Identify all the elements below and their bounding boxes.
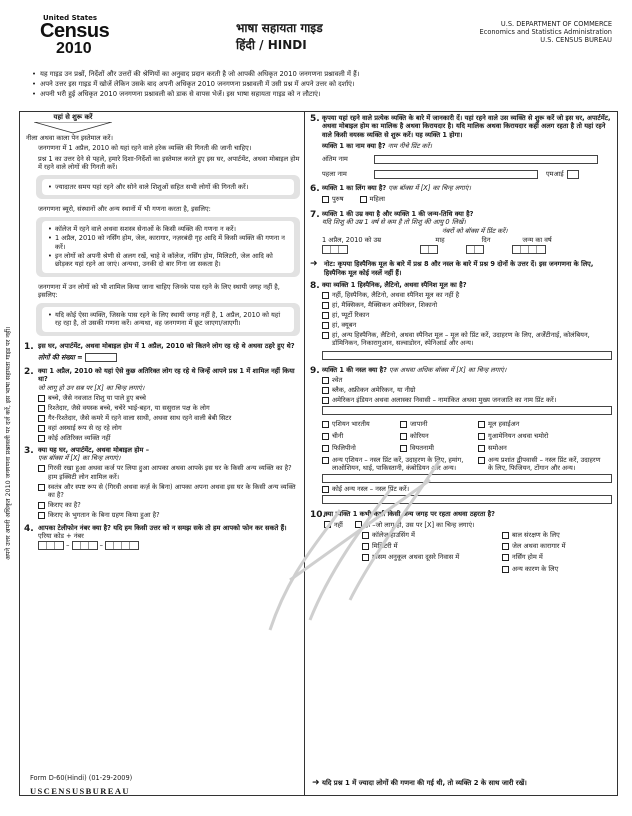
mi-field[interactable] xyxy=(567,170,579,179)
q10-option: कॉलेज हाउसिंग में xyxy=(372,530,415,539)
q8-checkbox[interactable] xyxy=(322,312,329,319)
q5-text: कृपया यहां रहने वाले प्रत्येक व्यक्ति के बारे में जानकारी दें। यहां रहने वाले उस व्यक्ति से शुरू करें जो इस घर, अपार्टमेंट, अथवा मोबाइल होम का मालिक है अथवा किरायदार है। यदि मालिक अथवा किरायदार कहीं अलग रहता है तो यहां रहने वाले किसी वयस्क व्यक्ति से शुरू करें। यह व्यक्ति 1 होगा। xyxy=(322,114,611,139)
q9-option: समोअन xyxy=(488,444,507,453)
q2-option: कोई अतिरिक्त व्यक्ति नहीं xyxy=(48,433,111,442)
dept-line2: Economics and Statistics Administration xyxy=(479,28,612,37)
q9-white: श्वेत xyxy=(332,376,343,385)
start-here-label: यहां से शुरू करें xyxy=(53,113,93,121)
column-divider xyxy=(304,111,305,796)
q10-option: बाल संरक्षण के लिए xyxy=(512,530,560,539)
continue-note-text: यदि प्रश्न 1 में ज्यादा लोगों की गणना की गई थी, तो व्यक्ति 2 के साथ जारी रखें। xyxy=(321,779,527,787)
note-8-9 xyxy=(310,260,616,277)
q10-options-grid xyxy=(362,529,616,575)
q9-option: चीनी xyxy=(332,432,344,440)
q8-option: नहीं, हिस्पैनिक, लैटिनो, अथवा स्पैनिश मूल का नहीं है xyxy=(332,291,460,300)
q3-checkbox[interactable] xyxy=(38,484,45,491)
bureau-item: • इन लोगों को अपनी श्रेणी से अलग रखें, चाहे वे कॉलेज, नर्सिंग होम, मिलिटरी, जेल आदि को छोड़कर यहां रहने आ जाएं। अन्यथा, उनकी दो बार गिना जा सकता है। xyxy=(48,252,288,269)
q9-option: वियतनामी xyxy=(410,444,434,453)
q3-option: किराए का है? xyxy=(48,501,81,510)
title-hindi: भाषा सहायता गाइड xyxy=(236,21,323,35)
q4-label: एरिया कोड + नंबर xyxy=(38,531,84,540)
bureau-box xyxy=(36,217,300,277)
first-name-label: पहला नाम xyxy=(322,170,347,179)
q2-option: बच्चे, जैसे नवजात शिशु या पाले हुए बच्चे xyxy=(48,393,146,402)
bureau-item: • कॉलेज में रहने वाले अथवा सशस्त्र सेनाओं के किसी व्यक्ति की गणना न करें। xyxy=(48,225,288,233)
children-note: • ज्यादातर समय यहां रहने और सोने वाले शिशुओं सहित सभी लोगों की गिनती करें। xyxy=(48,183,288,191)
q1-text: इस घर, अपार्टमेंट, अथवा मोबाइल होम में 1 अप्रैल, 2010 को कितने लोग रह रहे थे अथवा ठहरे हुए थे? xyxy=(38,341,295,350)
female-label: महिला xyxy=(369,195,385,204)
pen-note: नीला अथवा काला पेन इस्तेमाल करें। xyxy=(26,134,113,142)
census-2010-logo xyxy=(38,14,120,58)
question-3: 3. क्या यह घर, अपार्टमेंट, अथवा मोबाइल होम – एक बॉक्स में [X] का चिन्ह लगाएं। गिरवी रखा हुआ अथवा कर्ज पर लिया हुआ आपका अथवा आपके इस घर के किसी अन्य व्यक्ति का है? हाम इक्विटी लोन शामिल करें। स्वतंत्र और स्पष्ट रूप से (गिरवी अथवा कर्ज़ के बिना) आपका अपना अथवा इस घर के किसी अन्य व्यक्ति का है? किराए का है? किराए के भुगतान के बिना ग्रहण किया हुआ है? xyxy=(24,446,300,520)
q9-checkbox[interactable] xyxy=(322,445,329,452)
q3-checkbox[interactable] xyxy=(38,512,45,519)
q10-checkbox[interactable] xyxy=(502,566,509,573)
q2-option: गैर-रिश्तेदार, जैसे कमरे में रहने वाला साथी, अथवा साथ रहने वाली बेबी सिटर xyxy=(48,413,232,422)
q3-checkbox[interactable] xyxy=(38,502,45,509)
q9-checkbox[interactable] xyxy=(478,421,485,428)
q1-label: लोगों की संख्या = xyxy=(38,353,83,362)
year-field[interactable] xyxy=(512,245,546,254)
q8-option: हां, अन्य हिस्पैनिक, लैटिनो, अथवा स्पैनिश मूल – मूल को प्रिंट करें, उदाहरण के लिए, अर्जेंटीनाई, कोलंबियन, डॉमिनिकन, निकारागुआन, सल्वाडोरन, स्पेनिआर्ड और अन्य। xyxy=(332,330,590,348)
logo-year-text: 2010 xyxy=(56,40,92,57)
intro-item: • अपने उत्तर इस गाइड में खोजें लेकिन उसके बाद अपनी अधिकृत 2010 जनगणना प्रश्नावली में उसी प्रश्न में अपने उत्तर को दर्शाएं। xyxy=(32,80,608,89)
mi-label: एमआई xyxy=(546,170,564,179)
arrow-right-icon: ➜ xyxy=(310,259,318,270)
q9-checkbox[interactable] xyxy=(400,421,407,428)
question-10: 10. क्या व्यक्ति 1 कभी-कभी किसी अन्य जगह पर रहता अथवा ठहरता है? नहीं हां –जो लागू हो, उस पर [X] का चिन्ह लगाएं। कॉलेज हाउसिंग में बाल संरक्षण के लिए मिलिटरी में जेल अथवा कारागार में मौसम अनुकूल अथवा दूसरे निवास में नर्सिंग होम में अन्य कारण के लिए xyxy=(310,510,616,575)
q9-checkbox[interactable] xyxy=(478,433,485,440)
q2-checkbox[interactable] xyxy=(38,415,45,422)
first-name-field[interactable] xyxy=(374,170,538,179)
q10-checkbox[interactable] xyxy=(362,543,369,550)
q7-text: व्यक्ति 1 की उम्र क्या है और व्यक्ति 1 की जन्म-तिथि क्या है? xyxy=(322,209,474,218)
q9-some-other: कोई अन्य नस्ल – नस्ल प्रिंट करें। xyxy=(332,485,410,494)
note8-text: नोट: कृपया हिस्पैनिक मूल के बारे में प्रश्न 8 और नस्ल के बारे में प्रश्न 9 दोनों के उत्तर दें। इस जनगणना के लिए, हिस्पैनिक मूल कोई नस्लें नहीं हैं। xyxy=(324,260,594,277)
also-box xyxy=(36,303,300,336)
q9-checkbox[interactable] xyxy=(322,433,329,440)
q2-checkbox[interactable] xyxy=(38,425,45,432)
start-arrow-icon xyxy=(34,122,112,134)
title-language: हिंदी / HINDI xyxy=(236,37,307,52)
q9-checkbox[interactable] xyxy=(400,433,407,440)
q9-option: मूल हवाईअन xyxy=(488,419,520,428)
q2-checkbox[interactable] xyxy=(38,405,45,412)
q9-other-asian: अन्य एशियन – नस्ल प्रिंट करें, उदाहरण के लिए, हमांग, लाओशियन, थाई, पाकिस्तानी, कंबोडियन और अन्य। xyxy=(332,455,464,473)
question-8: 8. क्या व्यक्ति 1 हिस्पैनिक, लैटिनो, अथवा स्पैनिश मूल का है? नहीं, हिस्पैनिक, लैटिनो, अथवा स्पैनिश मूल का नहीं है हां, मैक्सिकन, मैक्सिकन अमेरिकन, शिकानो हां, प्यूर्टो रिकान हां, क्यूबन हां, अन्य हिस्पैनिक, लैटिनो, अथवा स्पैनिश मूल – मूल को प्रिंट करें, उदाहरण के लिए, अर्जेंटीनाई, कोलंबियन, डॉमिनिकन, निकारागुआन, सल्वाडोरन, स्पेनिआर्ड और अन्य। xyxy=(310,281,616,360)
question-9: 9. व्यक्ति 1 की नस्ल क्या है? एक अथवा अधिक बॉक्स में [X] का चिन्ह लगाएं। श्वेत ब्लैक, अफ्रीकन अमेरिकन, या नीग्रो अमेरिकन इंडियन अथवा अलास्का निवासी – नामांकित अथवा मुख्य जनजाति का नाम प्रिंट करें। एशियन भारतीय जापानी मूल हवाईअन चीनी कोरियन गुआमेनियन अथवा चमोरो फिलिपीनो वियतनामी समोअन अन्य एशियन – नस्ल प्रिंट करें, उदाहरण के लिए, हमांग, लाओशियन, थाई, पाकिस्तानी, कंबोडियन और अन्य। अन्य प्रशांत द्वीपवासी – नस्ल प्रिंट करें, उदाहरण के लिए, फिजियन, टोंगान और अन्य। कोई अन्य नस्ल – नस्ल प्रिंट करें। xyxy=(310,366,616,504)
q3-option: स्वतंत्र और स्पष्ट रूप से (गिरवी अथवा कर्ज़ के बिना) आपका अपना अथवा इस घर के किसी अन्य व्यक्ति का है? xyxy=(48,482,296,500)
logo-census-text: Census xyxy=(40,20,110,42)
q8-checkbox[interactable] xyxy=(322,332,329,339)
question-1: 1. इस घर, अपार्टमेंट, अथवा मोबाइल होम में 1 अप्रैल, 2010 को कितने लोग रह रहे थे अथवा ठहरे हुए थे? लोगों की संख्या = xyxy=(24,342,300,362)
question-7: 7. व्यक्ति 1 की उम्र क्या है और व्यक्ति 1 की जन्म-तिथि क्या है? यदि शिशु की उम्र 1 वर्ष से कम है तो शिशु की आयु 0 लिखें। नंबरों को बॉक्स में प्रिंट करें। 1 अप्रैल, 2010 को उम्र माह दिन जन्म का वर्ष xyxy=(310,210,616,255)
q10-yes: हां –जो लागू हो, उस पर [X] का चिन्ह लगाएं। xyxy=(364,520,475,529)
male-label: पुरुष xyxy=(332,195,344,204)
q2-text: क्या 1 अप्रैल, 2010 को यहां ऐसे कुछ अतिरिक्त लोग रह रहे थे जिन्हें आपने प्रश्न 1 में शामिल नहीं किया था? xyxy=(38,367,295,384)
q10-text: क्या व्यक्ति 1 कभी-कभी किसी अन्य जगह पर रहता अथवा ठहरता है? xyxy=(324,510,495,519)
q8-write-in[interactable] xyxy=(322,351,612,360)
bureau-item: • 1 अप्रैल, 2010 को नर्सिंग होम, जेल, कारागार, नज़रबंदी गृह आदि में किसी व्यक्ति की गणना न करें। xyxy=(48,234,288,251)
dept-line3: U.S. CENSUS BUREAU xyxy=(540,36,612,45)
q3-option: किराए के भुगतान के बिना ग्रहण किया हुआ है? xyxy=(48,511,160,520)
q2-option: वहां अस्थाई रूप से रह रहे लोग xyxy=(48,423,122,432)
q9-checkbox[interactable] xyxy=(322,421,329,428)
left-column xyxy=(24,114,300,550)
q8-checkbox[interactable] xyxy=(322,302,329,309)
also-item: • यदि कोई ऐसा व्यक्ति, जिसके पास रहने के लिए स्थायी जगह नहीं है, 1 अप्रैल, 2010 को यहां रह रहा है, तो उसकी गणना करें। अन्यथा, वह जनगणना में छूट जाएगा/जाएगी। xyxy=(48,311,288,328)
q10-yes-checkbox[interactable] xyxy=(355,521,362,528)
q10-option: नर्सिंग होम में xyxy=(512,553,543,562)
intro-list xyxy=(32,70,608,101)
day-label: दिन xyxy=(481,235,491,244)
year-label: जन्म का वर्ष xyxy=(522,235,552,244)
form-number: Form D-60(Hindi) (01-29-2009) xyxy=(30,774,133,782)
q8-checkbox[interactable] xyxy=(322,322,329,329)
q9-option: गुआमेनियन अथवा चमोरो xyxy=(488,432,549,440)
q2-instruction: जो लागू हो उन सब पर [X] का चिन्ह लगाएं। xyxy=(38,383,145,392)
intro-item: • यह गाइड उन प्रश्नों, निर्देशों और उत्तरों की श्रेणियों का अनुवाद प्रदान करती है जो आपकी अधिकृत 2010 जनगणना प्रश्नावली में हैं। xyxy=(32,70,608,79)
question-5: 5. कृपया यहां रहने वाले प्रत्येक व्यक्ति के बारे में जानकारी दें। यहां रहने वाले उस व्यक्ति से शुरू करें जो इस घर, अपार्टमेंट, अथवा मोबाइल होम का मालिक है अथवा किरायदार है। यदि मालिक अथवा किरायदार कहीं अलग रहता है तो यहां रहने वाले किसी वयस्क व्यक्ति से शुरू करें। यह व्यक्ति 1 होगा। व्यक्ति 1 का नाम क्या है? नाम नीचे प्रिंट करें। अंतिम नाम पहला नाम एमआई xyxy=(310,114,616,179)
q10-checkbox[interactable] xyxy=(502,543,509,550)
age-label: 1 अप्रैल, 2010 को उम्र xyxy=(322,235,382,244)
right-column xyxy=(310,114,616,575)
last-name-label: अंतिम नाम xyxy=(322,155,348,164)
q9-text: व्यक्ति 1 की नस्ल क्या है? xyxy=(322,366,387,375)
q7-instruction2: नंबरों को बॉक्स में प्रिंट करें। xyxy=(442,226,508,235)
continue-note xyxy=(312,778,527,790)
month-label: माह xyxy=(435,235,445,244)
q10-no: नहीं xyxy=(334,520,343,529)
q9-black: ब्लैक, अफ्रीकन अमेरिकन, या नीग्रो xyxy=(332,386,416,395)
bureau-intro: जनगणना ब्यूरो, संस्थानों और अन्य स्थानों में भी गणना करता है, इसलिए: xyxy=(38,205,211,214)
q10-option: मौसम अनुकूल अथवा दूसरे निवास में xyxy=(372,553,460,562)
logo-us-text: United States xyxy=(43,14,97,22)
q3-option: गिरवी रखा हुआ अथवा कर्ज पर लिया हुआ आपका अथवा आपके इस घर के किसी अन्य व्यक्ति का है? हाम इक्विटी लोन शामिल करें। xyxy=(48,464,292,481)
q9-checkbox[interactable] xyxy=(478,445,485,452)
arrow-right-icon: ➜ xyxy=(312,778,320,788)
q9-checkbox[interactable] xyxy=(322,457,329,464)
female-checkbox[interactable] xyxy=(360,196,367,203)
q9-instruction: एक अथवा अधिक बॉक्स में [X] का चिन्ह लगाएं। xyxy=(389,366,507,375)
q9-option: फिलिपीनो xyxy=(332,444,356,453)
q10-checkbox[interactable] xyxy=(502,554,509,561)
q9-aian: अमेरिकन इंडियन अथवा अलास्का निवासी – नामांकित अथवा मुख्य जनजाति का नाम प्रिंट करें। xyxy=(332,396,557,405)
start-here-marker xyxy=(34,113,112,133)
q9-checkbox[interactable] xyxy=(322,387,329,394)
count-rule: जनगणना में 1 अप्रैल, 2010 को यहां रहने वाले हरेक व्यक्ति की गिनती की जानी चाहिए। xyxy=(38,144,252,153)
department-info xyxy=(442,20,612,45)
q2-checkbox[interactable] xyxy=(38,435,45,442)
q8-option: हां, क्यूबन xyxy=(332,321,357,329)
q9-tribe-write-in[interactable] xyxy=(322,406,612,415)
q4-text: आपका टेलीफोन नंबर क्या है? यदि हम किसी उत्तर को न समझ सके तो हम आपको फोन कर सकते हैं। xyxy=(38,523,287,532)
children-box xyxy=(36,175,300,199)
q9-other-race-write-in[interactable] xyxy=(322,495,612,504)
q3-text: क्या यह घर, अपार्टमेंट, अथवा मोबाइल होम – xyxy=(38,446,150,454)
q3-checkbox[interactable] xyxy=(38,465,45,472)
q10-checkbox[interactable] xyxy=(502,532,509,539)
q5-sub-instruction: नाम नीचे प्रिंट करें। xyxy=(387,142,432,151)
q9-checkbox[interactable] xyxy=(400,445,407,452)
q9-checkbox[interactable] xyxy=(478,457,485,464)
q8-option: हां, प्यूर्टो रिकान xyxy=(332,311,370,320)
q10-option: जेल अथवा कारागार में xyxy=(512,542,566,550)
q5-sub: व्यक्ति 1 का नाम क्या है? xyxy=(322,142,386,151)
q10-checkbox[interactable] xyxy=(362,532,369,539)
q9-asian-pi-write-in[interactable] xyxy=(322,474,612,483)
q9-option: जापानी xyxy=(410,419,428,428)
q7-instruction: यदि शिशु की उम्र 1 वर्ष से कम है तो शिशु की आयु 0 लिखें। xyxy=(322,218,466,227)
q8-option: हां, मैक्सिकन, मैक्सिकन अमेरिकन, शिकानो xyxy=(332,301,438,310)
q9-other-pi: अन्य प्रशांत द्वीपवासी – नस्ल प्रिंट करें, उदाहरण के लिए, फिजियन, टोंगान और अन्य। xyxy=(488,455,601,473)
question-2: 2. क्या 1 अप्रैल, 2010 को यहां ऐसे कुछ अतिरिक्त लोग रह रहे थे जिन्हें आपने प्रश्न 1 में शामिल नहीं किया था? जो लागू हो उन सब पर [X] का चिन्ह लगाएं। बच्चे, जैसे नवजात शिशु या पाले हुए बच्चे रिश्तेदार, जैसे वयस्क बच्चे, चचेरे भाई-बहन, या ससुराल पक्ष के लोग गैर-रिश्तेदार, जैसे कमरे में रहने वाला साथी, अथवा साथ रहने वाली बेबी सिटर वहां अस्थाई रूप से रह रहे लोग कोई अतिरिक्त व्यक्ति नहीं xyxy=(24,367,300,442)
guide-title xyxy=(236,20,376,54)
people-count-field[interactable] xyxy=(85,353,117,362)
q10-no-checkbox[interactable] xyxy=(324,521,331,528)
question-4: 4. आपका टेलीफोन नंबर क्या है? यदि हम किसी उत्तर को न समझ सके तो हम आपको फोन कर सकते हैं। एरिया कोड + नंबर – – xyxy=(24,524,300,551)
q2-option: रिश्तेदार, जैसे वयस्क बच्चे, चचेरे भाई-बहन, या ससुराल पक्ष के लोग xyxy=(48,403,210,412)
q9-option: कोरियन xyxy=(410,432,429,440)
male-checkbox[interactable] xyxy=(322,196,329,203)
last-name-field[interactable] xyxy=(374,155,598,164)
census-bureau-footer: USCENSUSBUREAU xyxy=(30,786,130,796)
q6-text: व्यक्ति 1 का लिंग क्या है? xyxy=(322,183,387,192)
dept-line1: U.S. DEPARTMENT OF COMMERCE xyxy=(500,20,612,28)
age-field[interactable] xyxy=(322,245,348,254)
q9-option: एशियन भारतीय xyxy=(332,419,370,428)
question-6: 6. व्यक्ति 1 का लिंग क्या है? एक बॉक्स में [X] का चिन्ह लगाएं। पुरुष महिला xyxy=(310,183,471,204)
q8-checkbox[interactable] xyxy=(322,292,329,299)
day-field[interactable] xyxy=(466,245,484,254)
side-note: अपने उत्तर अपनी अधिकृत 2010 जनगणना प्रश्नावली पर दर्ज करें, इस भाषा सहायता गाइड पर नहीं। xyxy=(4,326,12,560)
q10-checkbox[interactable] xyxy=(362,554,369,561)
phone-field[interactable]: – – xyxy=(38,541,300,550)
q8-text: क्या व्यक्ति 1 हिस्पैनिक, लैटिनो, अथवा स्पैनिश मूल का है? xyxy=(322,281,467,290)
q9-race-grid xyxy=(322,418,616,454)
q1-intro: प्रश्न 1 का उत्तर देने से पहले, हमारे दिशा-निर्देशों का इस्तेमाल करते हुए इस घर, अपार्टमेंट, अथवा मोबाइल होम में रहने वाले लोगों की गिनती करें। xyxy=(38,154,300,172)
q6-instruction: एक बॉक्स में [X] का चिन्ह लगाएं। xyxy=(388,183,471,192)
q3-instruction: एक बॉक्स में [X] का चिन्ह लगाएं। xyxy=(38,454,121,463)
q9-checkbox[interactable] xyxy=(322,377,329,384)
q10-option: मिलिटरी में xyxy=(372,542,398,550)
q2-checkbox[interactable] xyxy=(38,395,45,402)
q10-option: अन्य कारण के लिए xyxy=(512,564,559,573)
q9-checkbox[interactable] xyxy=(322,397,329,404)
also-count: जनगणना में उन लोगों को भी शामिल किया जाना चाहिए जिनके पास रहने के लिए स्थायी जगह नहीं है, इसलिए: xyxy=(38,282,280,300)
month-field[interactable] xyxy=(420,245,438,254)
intro-item: • अपनी भरी हुई अधिकृत 2010 जनगणना प्रश्नावली को डाक से वापस भेजें। इस भाषा सहायता गाइड को न लौटाएं। xyxy=(32,90,608,99)
q9-checkbox[interactable] xyxy=(322,486,329,493)
